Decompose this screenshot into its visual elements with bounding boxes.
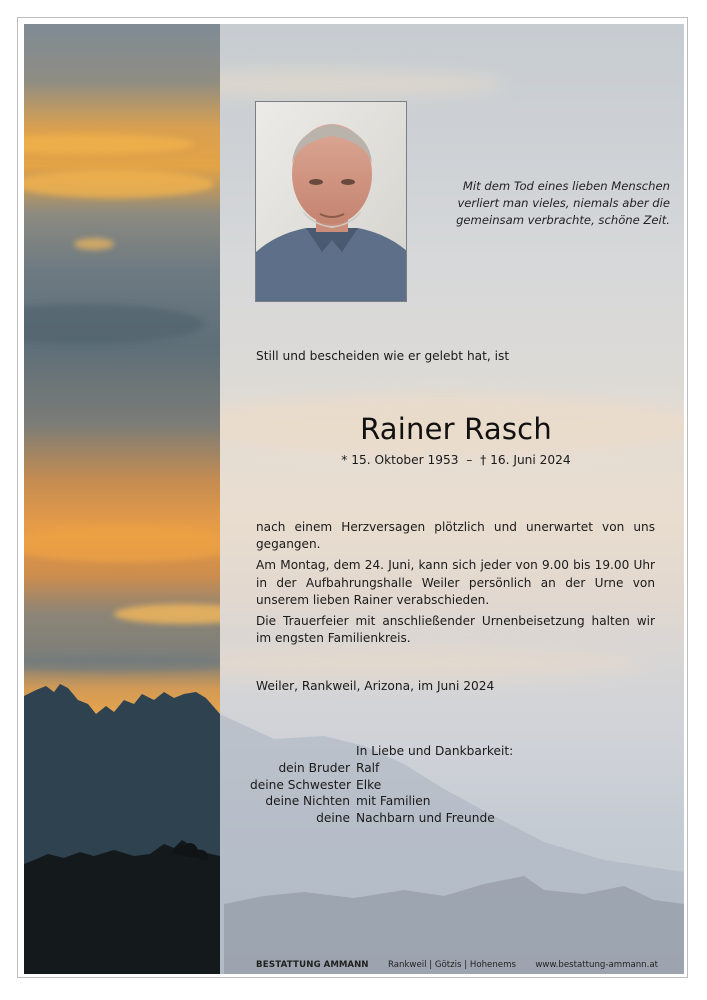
life-dates: * 15. Oktober 1953 – † 16. Juni 2024: [341, 453, 571, 467]
mourner-row: [250, 760, 513, 777]
company-website: www.bestattung-ammann.at: [535, 960, 658, 970]
mourners-list: [250, 743, 513, 827]
mourner-row: [250, 777, 513, 794]
announcement-body: [256, 519, 655, 651]
funeral-home-footer: [256, 960, 658, 970]
mourner-names: Ralf: [356, 760, 380, 775]
mourner-relation: deine Nichten: [265, 794, 350, 809]
mourner-relation: dein Bruder: [278, 760, 350, 775]
mourners-heading-row: [250, 743, 513, 760]
body-paragraph: Am Montag, dem 24. Juni, kann sich jeder von 9.00 bis 19.00 Uhr in der Aufbahrungshalle Weiler persönlich an der Urne von unserem lieben Rainer verabschieden.: [256, 558, 655, 607]
quote-line: verliert man vieles, niemals aber die: [457, 196, 670, 210]
deceased-name: Rainer Rasch: [360, 412, 552, 446]
body-paragraph: Die Trauerfeier mit anschließender Urnenbeisetzung halten wir im engsten Familienkreis.: [256, 614, 655, 646]
mourner-names: Nachbarn und Freunde: [356, 811, 495, 826]
quote-line: gemeinsam verbrachte, schöne Zeit.: [456, 213, 670, 227]
place-and-date: Weiler, Rankweil, Arizona, im Juni 2024: [256, 679, 495, 693]
portrait-photo: [255, 101, 407, 302]
portrait-illustration: [256, 102, 407, 302]
memorial-quote: [430, 178, 670, 229]
body-paragraph: nach einem Herzversagen plötzlich und unerwartet von uns gegangen.: [256, 520, 655, 552]
company-locations: Rankweil | Götzis | Hohenems: [387, 960, 516, 970]
mourner-row: [250, 810, 513, 827]
company-name: AMMANN: [323, 960, 369, 970]
mourner-names: Elke: [356, 777, 382, 792]
mourner-relation: deine: [316, 811, 350, 826]
company-prefix: BESTATTUNG: [256, 960, 321, 970]
mourners-heading: In Liebe und Dankbarkeit:: [356, 744, 514, 758]
intro-text: Still und bescheiden wie er gelebt hat, ist: [256, 349, 510, 363]
mourner-row: [250, 793, 513, 810]
quote-line: Mit dem Tod eines lieben Menschen: [462, 179, 670, 193]
mourner-relation: deine Schwester: [250, 777, 351, 792]
mourner-names: mit Familien: [356, 794, 431, 809]
